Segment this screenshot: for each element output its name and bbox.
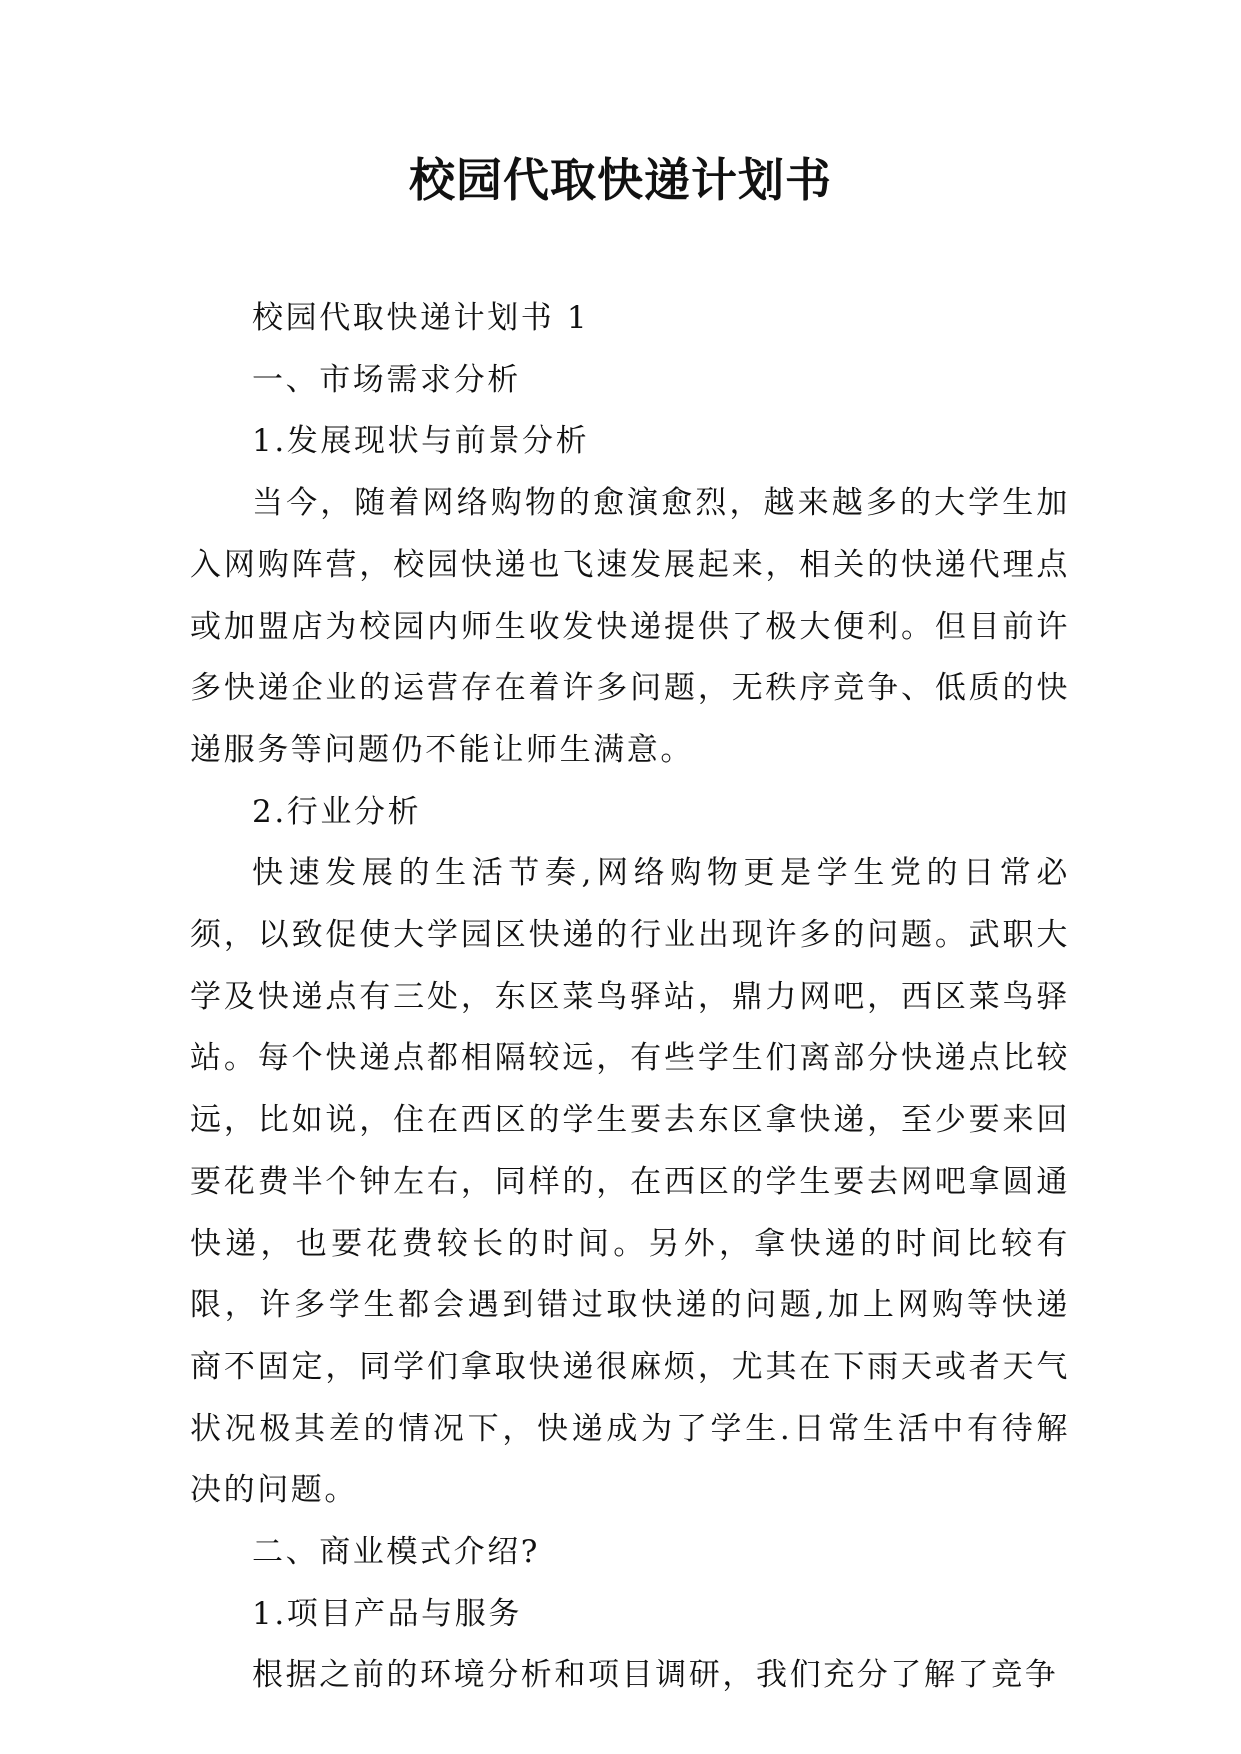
subsection-heading-products: 1.项目产品与服务	[252, 1595, 522, 1632]
document-body	[190, 288, 1070, 1707]
section-heading-plan-1: 校园代取快递计划书 1	[252, 300, 590, 336]
paragraph-products: 根据之前的环境分析和项目调研，我们充分了解了竞争	[252, 1657, 1059, 1694]
subsection-heading-industry: 2.行业分析	[252, 793, 422, 830]
paragraph-industry: 快速发展的生活节奏,网络购物更是学生党的日常必须，以致促使大学园区快递的行业出现许多的问题。武职大学及快递点有三处，东区菜鸟驿站，鼎力网吧，西区菜鸟驿站。每个快递点都相隔较远，有些学生们离部分快递点比较远，比如说，住在西区的学生要去东区拿快递，至少要来回要花费半个钟左右，同样的，在西区的学生要去网吧拿圆通快递，也要花费较长的时间。另外，拿快递的时间比较有限，许多学生都会遇到错过取快递的问题,加上网购等快递商不固定，同学们拿取快递很麻烦，尤其在下雨天或者天气状况极其差的情况下，快递成为了学生.日常生活中有待解决的问题。	[190, 855, 1070, 1509]
section-heading-market-analysis: 一、市场需求分析	[252, 361, 521, 398]
document-title: 校园代取快递计划书	[409, 153, 832, 207]
subsection-heading-status: 1.发展现状与前景分析	[252, 423, 590, 460]
section-heading-business-model: 二、商业模式介绍?	[252, 1534, 541, 1571]
paragraph-status: 当今，随着网络购物的愈演愈烈，越来越多的大学生加入网购阵营，校园快递也飞速发展起来，相关的快递代理点或加盟店为校园内师生收发快递提供了极大便利。但目前许多快递企业的运营存在着许多问题，无秩序竞争、低质的快递服务等问题仍不能让师生满意。	[190, 485, 1070, 768]
